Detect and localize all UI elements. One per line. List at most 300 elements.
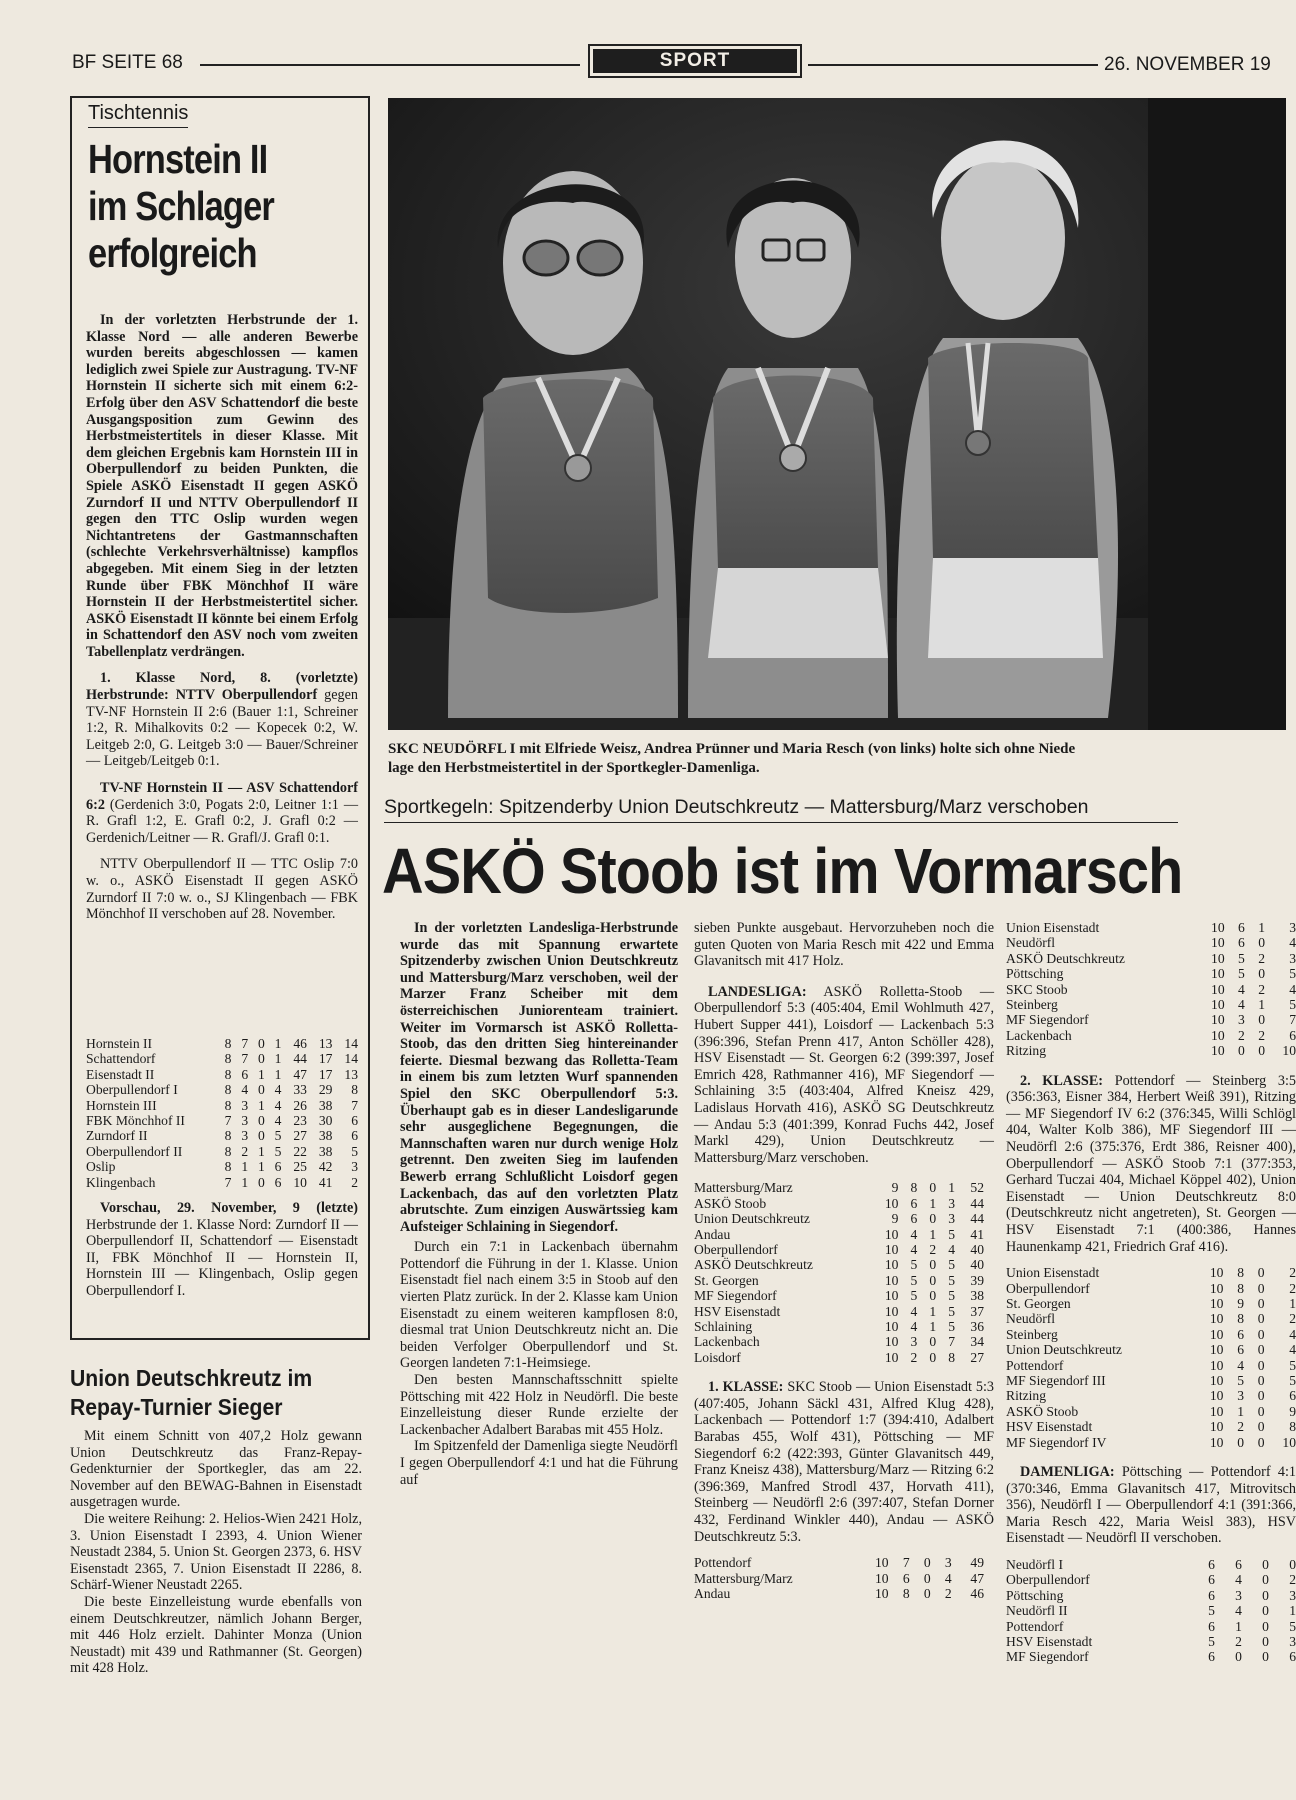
stat-cell: 22 xyxy=(293,1143,307,1159)
team-photo xyxy=(388,98,1286,730)
team-name-cell: Mattersburg/Marz xyxy=(694,1570,793,1586)
klasse2-head: 2. KLASSE: xyxy=(1020,1072,1104,1089)
stat-cell: 10 xyxy=(1209,1419,1224,1435)
stat-cell: 1 xyxy=(1235,1618,1242,1634)
klasse2-table xyxy=(1006,1265,1296,1450)
standings-row xyxy=(86,1175,358,1190)
team-name-cell: MF Siegendorf xyxy=(694,1288,777,1304)
standings-row xyxy=(1006,1358,1296,1373)
team-name-cell: ASKÖ Deutschkreutz xyxy=(694,1257,813,1273)
stat-cell: 10 xyxy=(884,1303,899,1319)
stat-cell: 10 xyxy=(1209,1357,1224,1373)
stat-cell: 10 xyxy=(1209,1388,1224,1404)
stat-cell: 7 xyxy=(902,1555,910,1571)
stat-cell: 0 xyxy=(929,1349,937,1365)
stat-cell: 0 xyxy=(1257,1388,1265,1404)
tischtennis-body xyxy=(86,312,358,933)
stat-cell: 0 xyxy=(1257,1311,1265,1327)
tischtennis-standings-rows xyxy=(86,1036,358,1190)
team-name-cell: Union Eisenstadt xyxy=(1006,1265,1100,1281)
team-name-cell: Neudörfl xyxy=(1006,935,1056,951)
stat-cell: 10 xyxy=(1211,935,1225,951)
stat-cell: 0 xyxy=(1289,1557,1296,1573)
stat-cell: 3 xyxy=(944,1555,952,1571)
stat-cell: 17 xyxy=(318,1066,333,1082)
stat-cell: 6 xyxy=(910,1195,918,1211)
standings-row xyxy=(694,1319,984,1334)
stat-cell: 10 xyxy=(884,1334,899,1350)
stat-cell: 6 xyxy=(910,1211,918,1227)
stat-cell: 0 xyxy=(1257,1403,1265,1419)
standings-row xyxy=(86,1082,358,1097)
stat-cell: 0 xyxy=(1237,1434,1244,1450)
stat-cell: 5 xyxy=(1208,1634,1215,1650)
stat-cell: 2 xyxy=(1258,981,1266,997)
stat-cell: 6 xyxy=(274,1159,282,1175)
standings-row xyxy=(694,1257,984,1272)
team-name-cell: ASKÖ Stoob xyxy=(694,1195,767,1211)
repay-headline-line-1: Union Deutschkreutz im xyxy=(70,1365,313,1391)
stat-cell: 1 xyxy=(1258,997,1266,1013)
team-name-cell: HSV Eisenstadt xyxy=(1006,1419,1093,1435)
stat-cell: 25 xyxy=(293,1159,307,1175)
stat-cell: 10 xyxy=(1211,997,1225,1013)
stat-cell: 2 xyxy=(1289,1572,1296,1588)
stat-cell: 10 xyxy=(884,1241,899,1257)
standings-row xyxy=(694,1350,984,1365)
standings-row xyxy=(694,1288,984,1303)
stat-cell: 10 xyxy=(874,1555,889,1571)
team-name-cell: SKC Stoob xyxy=(1006,981,1068,997)
stat-cell: 1 xyxy=(1289,1603,1296,1619)
standings-row xyxy=(86,1144,358,1159)
stat-cell: 10 xyxy=(1211,1027,1225,1043)
team-name-cell: Hornstein III xyxy=(86,1097,157,1113)
team-name-cell: Neudörfl xyxy=(1006,1311,1056,1327)
stat-cell: 52 xyxy=(970,1180,984,1196)
stat-cell: 1 xyxy=(241,1174,249,1190)
tischtennis-standings xyxy=(86,1036,358,1190)
team-name-cell: Lackenbach xyxy=(1006,1027,1072,1043)
kegeln-paragraph-4: Im Spitzenfeld der Damenliga siegte Neudörfl I gegen Oberpullendorf 4:1 und hat die Führung auf xyxy=(400,1438,678,1488)
stat-cell: 0 xyxy=(1258,935,1266,951)
stat-cell: 40 xyxy=(970,1241,984,1257)
team-name-cell: Pöttsching xyxy=(1006,1587,1064,1603)
stat-cell: 0 xyxy=(257,1082,265,1098)
standings-row xyxy=(1006,1572,1296,1587)
kegeln-lead: In der vorletzten Landesliga-Herbstrunde wurde das mit Spannung erwartete Spitzenderby zwischen Union Deutschkreutz und Mattersburg/Marz verschoben, weil der Marzer Franz Scheiber mit dem österreichischen Juniorenteam trainiert. Weiter im Vormarsch ist ASKÖ Rolletta-Stoob, das den dritten Sieg hintereinander feierte. Diesmal bezwang das Rolletta-Team in einem bis zum letzten Wurf spannenden Spiel den SKC Oberpullendorf 5:3. Überhaupt gab es in dieser Landesligarunde sehr ausgeglichene Begegnungen, die Mannschaften waren nur durch wenige Holz getrennt. Den zweiten Sieg im laufenden Bewerb errang Schlußlicht Loisdorf gegen Lackenbach, das auf den vorletzten Platz abrutschte. Zum einzigen Auswärtssieg kam Aufsteiger Schlaining in Siegendorf. xyxy=(400,920,678,1235)
stat-cell: 0 xyxy=(1262,1649,1269,1665)
klasse1-results: SKC Stoob — Union Eisenstadt 5:3 (407:405, Johann Säckl 431, Alfred Klug 428), Lackenbach — Pottendorf 1:7 (394:410, Adalbert Barabas 455, Wolf 431), Pöttsching — MF Siegendorf 6:2 (422:393, Günter Glavanitsch 449, Franz Kneisz 438), Mattersburg/Marz — Ritzing 6:2 (396:369, Manfred Strodl 437, Horvath 411), Steinberg — Neudörfl 2:6 (397:407, Stefan Dorner 432, Ferdinand Winkler 440), Andau — ASKÖ Deutschkreutz 5:3. xyxy=(694,1379,994,1545)
damenliga-rows xyxy=(1006,1557,1296,1665)
stat-cell: 8 xyxy=(1237,1280,1244,1296)
stat-cell: 38 xyxy=(318,1097,333,1113)
kegeln-column-2-intro: sieben Punkte ausgebaut. Hervorzuheben noch die guten Quoten von Maria Resch mit 422 und Emma Glavanitsch mit 417 Holz. xyxy=(694,920,994,970)
stat-cell: 10 xyxy=(1211,966,1225,982)
team-name-cell: Pottendorf xyxy=(694,1555,752,1571)
damenliga-table xyxy=(1006,1557,1296,1665)
standings-row xyxy=(1006,1419,1296,1434)
kegeln-subhead: Sportkegeln: Spitzenderby Union Deutschkreutz — Mattersburg/Marz verschoben xyxy=(384,796,1089,818)
team-name-cell: Ritzing xyxy=(1006,1043,1047,1059)
stat-cell: 8 xyxy=(224,1159,232,1175)
team-name-cell: MF Siegendorf xyxy=(1006,1649,1089,1665)
stat-cell: 4 xyxy=(910,1241,918,1257)
stat-cell: 0 xyxy=(929,1257,937,1273)
repay-paragraph-2: Die weitere Reihung: 2. Helios-Wien 2421 Holz, 3. Union Eisenstadt I 2393, 4. Union Wiener Neustadt 2384, 5. Union St. Georgen 2373, 6. HSV Eisenstadt 2365, 7. Union Eisenstadt II 2286, 8. Schärf-Wiener Neustadt 2265. xyxy=(70,1510,362,1594)
stat-cell: 44 xyxy=(293,1051,307,1067)
stat-cell: 10 xyxy=(1211,981,1225,997)
standings-row xyxy=(1006,1342,1296,1357)
stat-cell: 0 xyxy=(923,1585,931,1601)
team-name-cell: Oberpullendorf I xyxy=(86,1082,178,1098)
stat-cell: 4 xyxy=(1289,1326,1296,1342)
stat-cell: 10 xyxy=(1209,1296,1224,1311)
kegeln-paragraph-2: Durch ein 7:1 in Lackenbach übernahm Pottendorf die Führung in der 1. Klasse. Union Eisenstadt fiel nach einem 3:5 in Stoob auf den vierten Platz zurück. In der 2. Klasse kam Union Eisenstadt zu einem weiteren kampflosen 8:0, diesmal trat Union Deutschkreutz nicht an. Die beiden Verfolger Oberpullendorf und St. Georgen landeten 7:1-Heimsiege. xyxy=(400,1239,678,1372)
stat-cell: 0 xyxy=(257,1051,265,1067)
stat-cell: 3 xyxy=(1235,1587,1242,1603)
standings-row xyxy=(86,1159,358,1174)
stat-cell: 4 xyxy=(1238,997,1245,1013)
stat-cell: 0 xyxy=(923,1555,931,1571)
stat-cell: 6 xyxy=(1289,1027,1296,1043)
stat-cell: 0 xyxy=(1262,1557,1269,1573)
stat-cell: 3 xyxy=(1289,920,1296,935)
stat-cell: 14 xyxy=(344,1051,358,1067)
stat-cell: 5 xyxy=(948,1303,956,1319)
stat-cell: 34 xyxy=(970,1334,984,1350)
stat-cell: 4 xyxy=(1235,1603,1242,1619)
team-name-cell: Neudörfl I xyxy=(1006,1557,1063,1573)
tischtennis-headline-line-2: im Schlager xyxy=(88,183,275,229)
stat-cell: 1 xyxy=(241,1159,249,1175)
team-name-cell: Hornstein II xyxy=(86,1036,153,1051)
team-name-cell: FBK Mönchhof II xyxy=(86,1113,185,1129)
standings-row xyxy=(1006,1619,1296,1634)
stat-cell: 1 xyxy=(274,1051,282,1067)
stat-cell: 5 xyxy=(948,1288,956,1304)
stat-cell: 1 xyxy=(929,1195,937,1211)
team-name-cell: Klingenbach xyxy=(86,1174,156,1190)
stat-cell: 9 xyxy=(1237,1296,1244,1311)
stat-cell: 5 xyxy=(948,1226,956,1242)
stat-cell: 10 xyxy=(1209,1342,1224,1358)
stat-cell: 10 xyxy=(884,1226,899,1242)
team-name-cell: Schlaining xyxy=(694,1318,753,1334)
standings-row xyxy=(1006,966,1296,981)
stat-cell: 5 xyxy=(351,1143,358,1159)
kegeln-column-3 xyxy=(1006,920,1296,1665)
kegeln-column-2 xyxy=(694,920,994,1601)
stat-cell: 0 xyxy=(1262,1603,1269,1619)
stat-cell: 41 xyxy=(970,1226,984,1242)
stat-cell: 4 xyxy=(944,1570,952,1586)
stat-cell: 13 xyxy=(344,1066,358,1082)
stat-cell: 10 xyxy=(1209,1265,1224,1281)
stat-cell: 3 xyxy=(1237,1388,1244,1404)
standings-row xyxy=(1006,920,1296,935)
tischtennis-intro: In der vorletzten Herbstrunde der 1. Klasse Nord — alle anderen Bewerbe wurden bereits abgeschlossen — kamen lediglich zwei Spiele zur Austragung. TV-NF Hornstein II sicherte sich mit einem 6:2-Erfolg über den ASV Schattendorf die beste Ausgangsposition zum Gewinn des Herbstmeistertitels in dieser Klasse. Mit dem gleichen Ergebnis kam Hornstein III in Oberpullendorf zu beiden Punkten, die Spiele ASKÖ Eisenstadt II gegen ASKÖ Zurndorf II und NTTV Oberpullendorf II gegen den TTC Oslip wurden wegen Nichtantretens der Gastmannschaften (schlechte Verkehrsverhältnisse) kampflos abgegeben. Mit einem Sieg in der letzten Runde über FBK Mönchhof II wäre Hornstein II der Herbstmeistertitel sicher. ASKÖ Eisenstadt II könnte bei einem Erfolg in Schattendorf den ASV noch vom zweiten Tabellenplatz verdrängen. xyxy=(86,312,358,660)
standings-row xyxy=(86,1051,358,1066)
stat-cell: 10 xyxy=(1282,1043,1296,1059)
stat-cell: 13 xyxy=(318,1036,333,1051)
standings-row xyxy=(694,1227,984,1242)
repay-paragraph-3: Die beste Einzelleistung wurde ebenfalls von einem Deutschkreutzer, nämlich Johann Berger, mit 446 Holz erzielt. Dahinter Monza (Union Neustadt) mit 439 und Rathmanner (St. Georgen) mit 428 Holz. xyxy=(70,1593,362,1677)
stat-cell: 8 xyxy=(948,1349,956,1365)
landesliga-head: LANDESLIGA: xyxy=(708,983,807,1000)
stat-cell: 2 xyxy=(1235,1634,1242,1650)
klasse1-rows-b xyxy=(1006,920,1296,1059)
stat-cell: 41 xyxy=(318,1174,333,1190)
stat-cell: 0 xyxy=(1235,1649,1242,1665)
stat-cell: 46 xyxy=(970,1585,984,1601)
stat-cell: 6 xyxy=(1237,1342,1244,1358)
stat-cell: 3 xyxy=(948,1195,956,1211)
stat-cell: 10 xyxy=(884,1272,899,1288)
landesliga-results: ASKÖ Rolletta-Stoob — Oberpullendorf 5:3 (405:404, Emil Wohlmuth 427, Hubert Supper 441), Loisdorf — Lackenbach 5:3 (396:396, Stefan Prenn 417, Anton Schöller 428), HSV Eisenstadt — St. Georgen 6:2 (399:397, Josef Emrich 428, Rathmanner 416), MF Siegendorf — Schlaining 3:5 (403:404, Alfred Kneisz 429, Ladislaus Horvath 416), ASKÖ SG Deutschkreutz — Andau 5:3 (401:399, Konrad Fuchs 442, Josef Markl 429), Union Deutschkreutz — Mattersburg/Marz verschoben. xyxy=(694,983,995,1166)
standings-row xyxy=(86,1067,358,1082)
issue-date: 26. NOVEMBER 19 xyxy=(1104,54,1271,75)
stat-cell: 7 xyxy=(241,1051,249,1067)
stat-cell: 10 xyxy=(1209,1434,1224,1450)
stat-cell: 8 xyxy=(1237,1311,1244,1327)
kegeln-headline: ASKÖ Stoob ist im Vormarsch xyxy=(382,835,1183,907)
stat-cell: 5 xyxy=(1289,1618,1296,1634)
stat-cell: 47 xyxy=(970,1570,984,1586)
stat-cell: 4 xyxy=(910,1226,918,1242)
stat-cell: 5 xyxy=(1208,1603,1215,1619)
standings-row xyxy=(1006,1281,1296,1296)
team-name-cell: MF Siegendorf xyxy=(1006,1012,1089,1028)
standings-row xyxy=(694,1586,984,1601)
stat-cell: 0 xyxy=(1257,1357,1265,1373)
section-banner xyxy=(588,44,802,78)
stat-cell: 0 xyxy=(1257,1296,1265,1311)
stat-cell: 8 xyxy=(902,1585,910,1601)
damenliga-head: DAMENLIGA: xyxy=(1020,1464,1115,1481)
stat-cell: 5 xyxy=(1289,966,1296,982)
tischtennis-results-2-head: TV-NF Hornstein II — ASV Schattendorf 6:2 xyxy=(86,780,358,813)
standings-row xyxy=(86,1036,358,1051)
stat-cell: 0 xyxy=(1257,1434,1265,1450)
standings-row xyxy=(694,1555,984,1570)
stat-cell: 3 xyxy=(1289,950,1296,966)
stat-cell: 6 xyxy=(274,1174,282,1190)
standings-row xyxy=(1006,1388,1296,1403)
tischtennis-results-1-bold: NTTV Oberpullendorf xyxy=(175,687,318,704)
standings-row xyxy=(694,1196,984,1211)
stat-cell: 10 xyxy=(293,1174,307,1190)
standings-row xyxy=(1006,1311,1296,1326)
stat-cell: 0 xyxy=(1257,1265,1265,1281)
stat-cell: 27 xyxy=(970,1349,984,1365)
standings-row xyxy=(86,1128,358,1143)
standings-row xyxy=(1006,1634,1296,1649)
stat-cell: 8 xyxy=(224,1036,232,1051)
stat-cell: 10 xyxy=(1211,1043,1225,1059)
stat-cell: 0 xyxy=(1258,1043,1266,1059)
stat-cell: 2 xyxy=(929,1241,937,1257)
stat-cell: 1 xyxy=(1289,1296,1296,1311)
team-name-cell: HSV Eisenstadt xyxy=(1006,1634,1093,1650)
stat-cell: 30 xyxy=(318,1113,333,1129)
stat-cell: 1 xyxy=(274,1066,282,1082)
stat-cell: 38 xyxy=(970,1288,984,1304)
stat-cell: 8 xyxy=(910,1180,918,1196)
stat-cell: 2 xyxy=(351,1174,358,1190)
stat-cell: 6 xyxy=(241,1066,249,1082)
team-name-cell: Union Eisenstadt xyxy=(1006,920,1100,935)
stat-cell: 1 xyxy=(274,1036,282,1051)
stat-cell: 2 xyxy=(944,1585,952,1601)
team-name-cell: Zurndorf II xyxy=(86,1128,148,1144)
stat-cell: 5 xyxy=(1238,950,1245,966)
klasse1-rows-a xyxy=(694,1555,984,1601)
team-name-cell: Lackenbach xyxy=(694,1334,760,1350)
landesliga-table xyxy=(694,1180,984,1365)
team-name-cell: MF Siegendorf IV xyxy=(1006,1434,1107,1450)
tischtennis-results-2: (Gerdenich 3:0, Pogats 2:0, Leitner 1:1 — R. Grafl 1:2, E. Grafl 0:2, J. Grafl 0:2 — Gerdenich/Leitner — R. Grafl/J. Grafl 0:1. xyxy=(86,796,359,846)
stat-cell: 7 xyxy=(224,1174,232,1190)
stat-cell: 27 xyxy=(293,1128,307,1144)
tischtennis-preview-head: Vorschau, 29. November, 9 (letzte) xyxy=(100,1200,358,1216)
stat-cell: 0 xyxy=(923,1570,931,1586)
stat-cell: 0 xyxy=(1238,1043,1245,1059)
stat-cell: 23 xyxy=(293,1113,307,1129)
stat-cell: 1 xyxy=(1237,1403,1244,1419)
stat-cell: 39 xyxy=(970,1272,984,1288)
standings-row xyxy=(1006,951,1296,966)
stat-cell: 8 xyxy=(224,1143,232,1159)
stat-cell: 6 xyxy=(1208,1572,1215,1588)
stat-cell: 6 xyxy=(351,1113,358,1129)
stat-cell: 10 xyxy=(884,1257,899,1273)
stat-cell: 10 xyxy=(874,1585,889,1601)
stat-cell: 10 xyxy=(1211,920,1225,935)
stat-cell: 2 xyxy=(1258,950,1266,966)
stat-cell: 6 xyxy=(1289,1388,1296,1404)
stat-cell: 6 xyxy=(1208,1557,1215,1573)
stat-cell: 10 xyxy=(884,1195,899,1211)
team-name-cell: St. Georgen xyxy=(694,1272,759,1288)
team-name-cell: Steinberg xyxy=(1006,997,1058,1013)
stat-cell: 2 xyxy=(1289,1265,1296,1281)
stat-cell: 10 xyxy=(884,1318,899,1334)
team-name-cell: Andau xyxy=(694,1585,731,1601)
klasse1-table-part-a xyxy=(694,1555,984,1601)
section-label: SPORT xyxy=(593,49,797,73)
tischtennis-headline xyxy=(88,136,357,277)
stat-cell: 5 xyxy=(1289,1357,1296,1373)
team-name-cell: ASKÖ Deutschkreutz xyxy=(1006,950,1125,966)
repay-paragraph-1: Mit einem Schnitt von 407,2 Holz gewann Union Deutschkreutz das Franz-Repay-Gedenkturnier der Sportkegler, das am 22. November auf den BEWAG-Bahnen in Eisenstadt ausgetragen wurde. xyxy=(70,1428,362,1511)
stat-cell: 4 xyxy=(241,1082,249,1098)
team-name-cell: HSV Eisenstadt xyxy=(694,1303,781,1319)
standings-row xyxy=(1006,982,1296,997)
stat-cell: 6 xyxy=(351,1128,358,1144)
standings-row xyxy=(694,1273,984,1288)
stat-cell: 2 xyxy=(1289,1311,1296,1327)
stat-cell: 5 xyxy=(274,1128,282,1144)
stat-cell: 10 xyxy=(1209,1326,1224,1342)
klasse1-table-part-b xyxy=(1006,920,1296,1059)
standings-row xyxy=(86,1113,358,1128)
photo-caption-line-1: SKC NEUDÖRFL I mit Elfriede Weisz, Andrea Prünner und Maria Resch (von links) holte sich ohne Niede xyxy=(388,741,1076,757)
standings-row xyxy=(694,1571,984,1586)
stat-cell: 7 xyxy=(948,1334,956,1350)
standings-row xyxy=(694,1180,984,1195)
repay-headline xyxy=(70,1364,374,1422)
stat-cell: 0 xyxy=(1262,1572,1269,1588)
stat-cell: 4 xyxy=(1235,1572,1242,1588)
stat-cell: 10 xyxy=(1209,1373,1224,1389)
stat-cell: 3 xyxy=(241,1128,249,1144)
stat-cell: 38 xyxy=(318,1143,333,1159)
stat-cell: 10 xyxy=(884,1288,899,1304)
header-rule-left xyxy=(200,64,580,66)
stat-cell: 3 xyxy=(910,1334,918,1350)
stat-cell: 4 xyxy=(274,1097,282,1113)
stat-cell: 3 xyxy=(1289,1634,1296,1650)
stat-cell: 2 xyxy=(241,1143,249,1159)
stat-cell: 44 xyxy=(970,1195,984,1211)
stat-cell: 6 xyxy=(1238,935,1245,951)
klasse1-head: 1. KLASSE: xyxy=(708,1379,784,1396)
stat-cell: 6 xyxy=(1237,1326,1244,1342)
kegeln-column-1 xyxy=(400,920,678,1498)
stat-cell: 3 xyxy=(241,1097,249,1113)
team-name-cell: Mattersburg/Marz xyxy=(694,1180,793,1196)
stat-cell: 8 xyxy=(224,1097,232,1113)
team-name-cell: Oberpullendorf xyxy=(694,1241,778,1257)
team-name-cell: Loisdorf xyxy=(694,1349,741,1365)
stat-cell: 4 xyxy=(1237,1357,1244,1373)
team-name-cell: Oberpullendorf xyxy=(1006,1280,1090,1296)
stat-cell: 7 xyxy=(1289,1012,1296,1028)
team-name-cell: St. Georgen xyxy=(1006,1296,1071,1311)
stat-cell: 10 xyxy=(1209,1403,1224,1419)
stat-cell: 1 xyxy=(948,1180,956,1196)
tischtennis-label: Tischtennis xyxy=(88,102,188,128)
klasse2-results: Pottendorf — Steinberg 3:5 (356:363, Eisner 384, Herbert Weiß 391), Ritzing — MF Siegendorf IV 6:2 (376:345, Willi Schlögl 404, Walter Kolb 386), MF Siegendorf III — Neudörfl 2:6 (375:376, Erdt 386, Reisner 400), Oberpullendorf — ASKÖ Stoob 7:1 (377:353, Gerhard Tuczai 404, Michael Köppel 402), Union Eisenstadt — Union Deutschkreutz 8:0 (Deutschkreutz nicht angetreten), St. Georgen — HSV Eisenstadt 7:1 (400:386, Hannes Haunenkamp 421, Friedrich Graf 416). xyxy=(1006,1072,1296,1255)
stat-cell: 3 xyxy=(948,1211,956,1227)
standings-row xyxy=(1006,1557,1296,1572)
standings-row xyxy=(1006,1588,1296,1603)
stat-cell: 47 xyxy=(293,1066,307,1082)
stat-cell: 1 xyxy=(257,1159,265,1175)
stat-cell: 29 xyxy=(318,1082,333,1098)
team-name-cell: Union Deutschkreutz xyxy=(1006,1342,1122,1358)
stat-cell: 40 xyxy=(970,1257,984,1273)
stat-cell: 0 xyxy=(1257,1419,1265,1435)
stat-cell: 3 xyxy=(351,1159,358,1175)
stat-cell: 0 xyxy=(1257,1326,1265,1342)
stat-cell: 1 xyxy=(257,1066,265,1082)
stat-cell: 0 xyxy=(1258,1012,1266,1028)
kegeln-paragraph-3: Den besten Mannschaftsschnitt spielte Pöttsching mit 422 Holz in Neudörfl. Die beste Einzelleistung dieser Runde erzielte der Lackenbacher Adalbert Barabas mit 455 Holz. xyxy=(400,1372,678,1438)
stat-cell: 0 xyxy=(929,1211,937,1227)
stat-cell: 2 xyxy=(1289,1280,1296,1296)
standings-row xyxy=(694,1304,984,1319)
stat-cell: 1 xyxy=(929,1318,937,1334)
stat-cell: 5 xyxy=(910,1288,918,1304)
stat-cell: 6 xyxy=(1208,1618,1215,1634)
stat-cell: 8 xyxy=(224,1066,232,1082)
team-name-cell: Schattendorf xyxy=(86,1051,156,1067)
stat-cell: 10 xyxy=(1282,1434,1296,1450)
standings-row xyxy=(86,1098,358,1113)
stat-cell: 0 xyxy=(1262,1634,1269,1650)
